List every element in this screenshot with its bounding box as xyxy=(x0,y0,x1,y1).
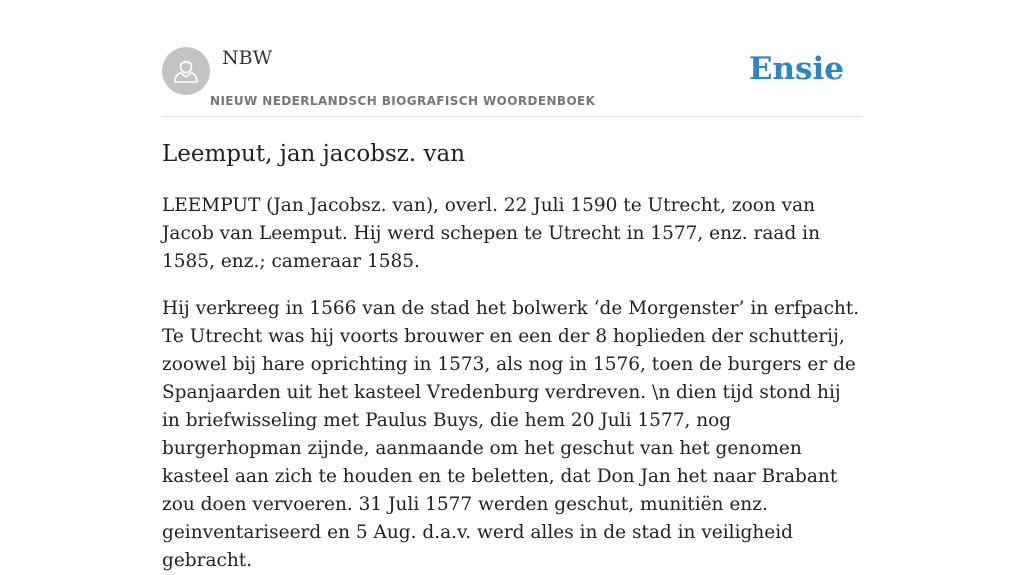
brand-logo[interactable]: Ensie xyxy=(748,51,844,87)
article-paragraph-2: Hij verkreeg in 1566 van de stad het bolwerk ‘de Morgenster’ in erfpacht. Te Utrecht was hij voorts brouwer en een der 8 hoplieden der schutterij, zoowel bij hare oprichting in 1573, als nog in 1576, toen de burgers er de Spanjaarden uit het kasteel Vredenburg verdreven. \n dien tijd stond hij in briefwisseling met Paulus Buys, die hem 20 Juli 1577, nog burgerhopman zijnde, aanmaande om het geschut van het genomen kasteel aan zich te houden en te beletten, dat Don Jan het naar Brabant zou doen vervoeren. 31 Juli 1577 werden geschut, munitiën enz. geinventariseerd en 5 Aug. d.a.v. werd alles in de stad in veiligheid gebracht. xyxy=(162,298,860,571)
source-header xyxy=(162,0,862,117)
source-avatar[interactable] xyxy=(162,47,210,95)
source-full-name[interactable]: NIEUW NEDERLANDSCH BIOGRAFISCH WOORDENBOEK xyxy=(210,94,596,108)
user-silhouette-icon xyxy=(162,47,210,95)
source-short-name[interactable]: NBW xyxy=(222,47,273,69)
article-title: Leemput, jan jacobsz. van xyxy=(162,141,466,167)
page xyxy=(162,0,862,571)
article-paragraph-1: LEEMPUT (Jan Jacobsz. van), overl. 22 Juli 1590 te Utrecht, zoon van Jacob van Leemput. Hij werd schepen te Utrecht in 1577, enz. raad in 1585, enz.; cameraar 1585. xyxy=(162,195,820,272)
